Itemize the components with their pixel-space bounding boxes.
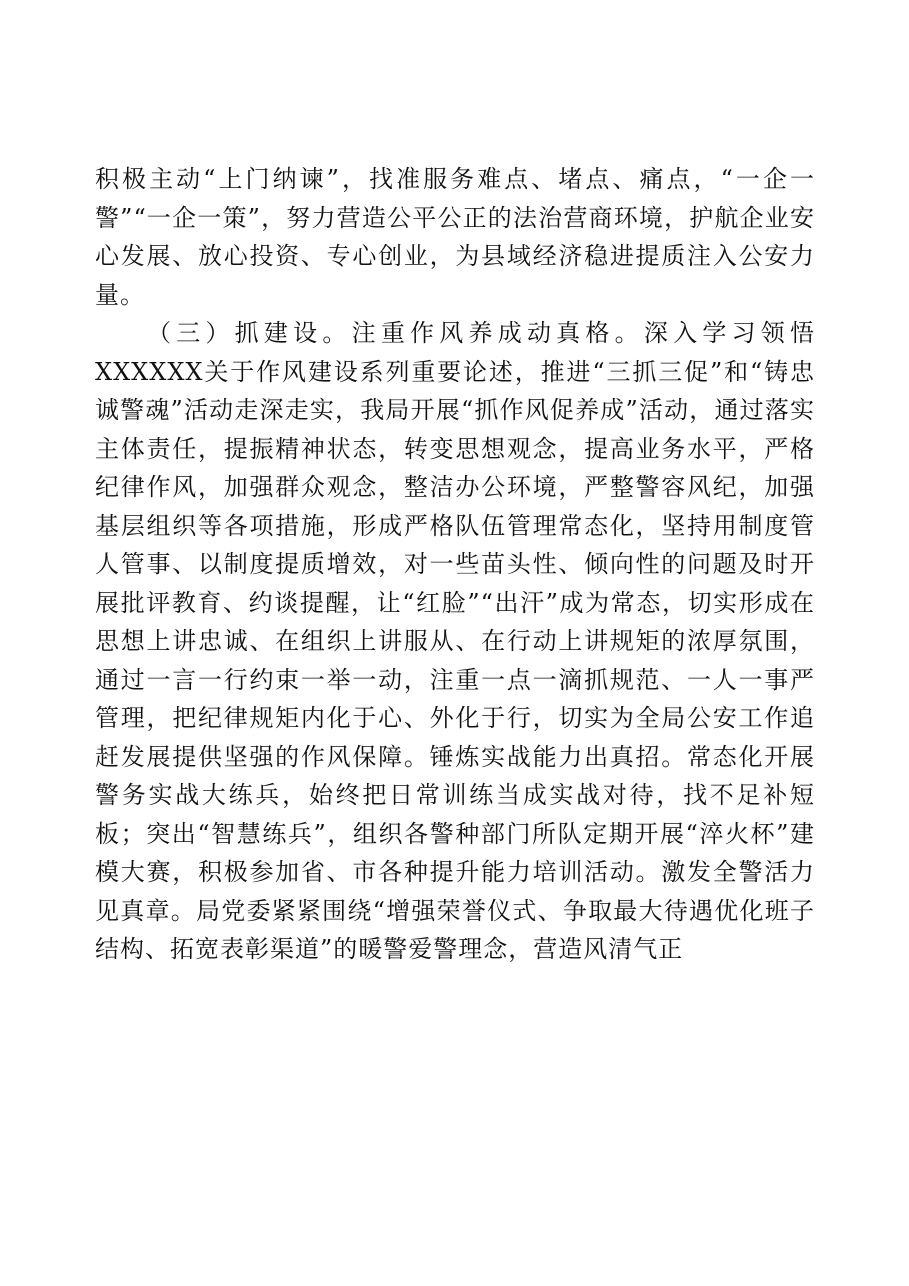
paragraph-continuation: 积极主动“上门纳谏”，找准服务难点、堵点、痛点，“一企一警”“一企一策”，努力营造公平公正的法治营商环境，护航企业安心发展、放心投资、专心创业，为县域经济稳进提质注入公安力量。 — [95, 165, 815, 309]
document-body — [95, 160, 815, 969]
paragraph-section-three: （三）抓建设。注重作风养成动真格。深入学习领悟XXXXXX关于作风建设系列重要论述，推进“三抓三促”和“铸忠诚警魂”活动走深走实，我局开展“抓作风促养成”活动，通过落实主体责任，提振精神状态，转变思想观念，提高业务水平，严格纪律作风，加强群众观念，整洁办公环境，严整警容风纪，加强基层组织等各项措施，形成严格队伍管理常态化，坚持用制度管人管事、以制度提质增效，对一些苗头性、倾向性的问题及时开展批评教育、约谈提醒，让“红脸”“出汗”成为常态，切实形成在思想上讲忠诚、在组织上讲服从、在行动上讲规矩的浓厚氛围，通过一言一行约束一举一动，注重一点一滴抓规范、一人一事严管理，把纪律规矩内化于心、外化于行，切实为全局公安工作追赶发展提供坚强的作风保障。锤炼实战能力出真招。常态化开展警务实战大练兵，始终把日常训练当成实战对待，找不足补短板；突出“智慧练兵”，组织各警种部门所队定期开展“淬火杯”建模大赛，积极参加省、市各种提升能力培训活动。激发全警活力见真章。局党委紧紧围绕“增强荣誉仪式、争取最大待遇优化班子结构、拓宽表彰渠道”的暖警爱警理念，营造风清气正 — [95, 319, 815, 963]
